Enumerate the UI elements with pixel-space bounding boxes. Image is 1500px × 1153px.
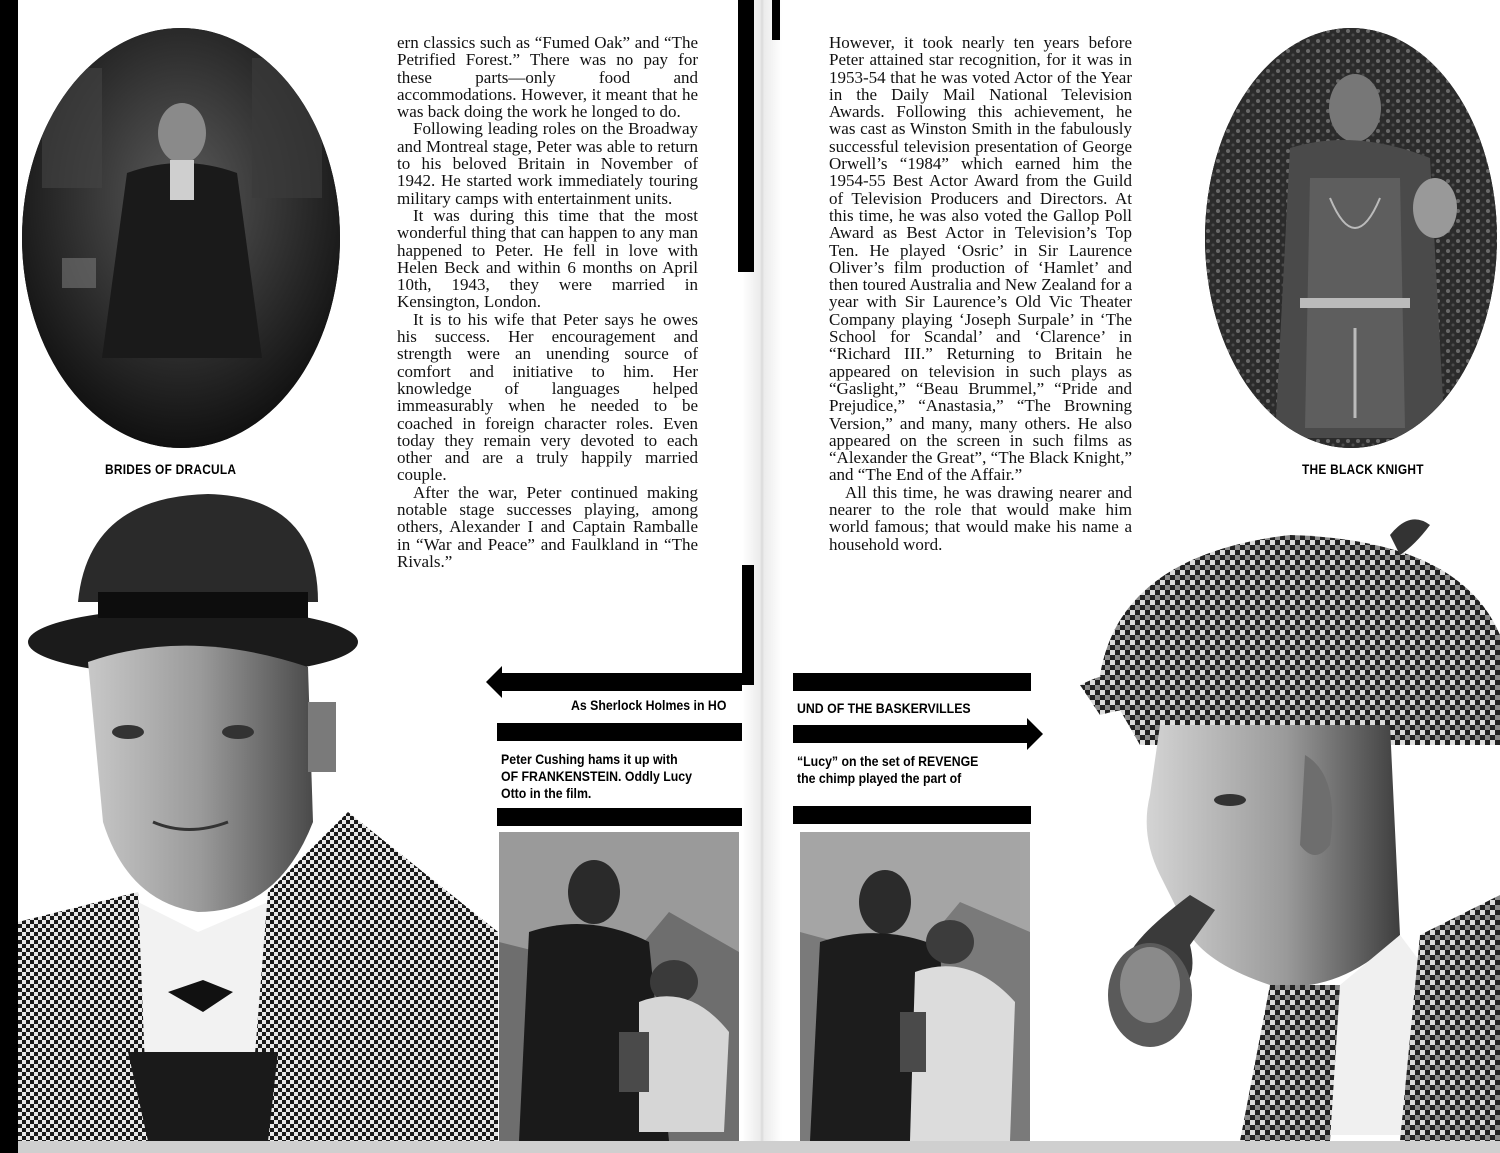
- left-paragraph: It was during this time that the most wonderful thing that can happen to any man happened to Peter. He fell in love with Helen Beck and within 6 months on April 10th, 1943, they were married in Kensington, London.: [397, 205, 698, 312]
- holmes-banner-bar-right: [793, 725, 1027, 743]
- lucy-banner-bar-bottom-right: [793, 806, 1031, 824]
- left-paragraph: It is to his wife that Peter says he owes his success. Her encouragement and strength were an unending source of comfort and initiative to him. Her knowledge of languages helped immeasurably when he needed to be coached in foreign character roles. Even today they remain very devoted to each other and are a truly happily married couple.: [397, 309, 698, 485]
- page-bottom-edge: [18, 1141, 1500, 1153]
- right-paragraph: However, it took nearly ten years before Peter attained star recognition, for it was in 1953-54 that he was voted Actor of the Year in the Daily Mail National Television Awards. Following this achievement, he was cast as Winston Smith in the fabulously successful television presentation of George Orwell’s “1984” which earned him the 1954-55 Best Actor Award from the Guild of Television Producers and Directors. At this time, he was also voted the Gallop Poll Award as Best Actor in Television’s Top Ten. He played ‘Osric’ in Sir Laurence Oliver’s film production of ‘Hamlet’ and then toured Australia and New Zealand for a year with Sir Laurence’s Old Vic Theater Company playing ‘Joseph Surpale’ in ‘The School for Scandal’ and ‘Clarence’ in “Richard III.” Returning to Britain he appeared on television in such plays as “Gaslight,” “Beau Brummel,” “Pride and Prejudice,” “Anastasia,” “The Browning Version,” and many, many others. He also appeared on the screen in such films as “Alexander the Great”, “The Black Knight,” and “The End of the Affair.”: [829, 33, 1132, 485]
- right-article-column: [829, 34, 1132, 553]
- holmes-caption-right: UND OF THE BASKERVILLES: [797, 700, 971, 716]
- black-knight-caption: THE BLACK KNIGHT: [1302, 461, 1424, 477]
- gutter-ink-strip-top: [738, 0, 754, 272]
- left-paragraph: After the war, Peter continued making notable stage successes playing, among others, Alexander I and Captain Ramballe in “War and Peace” and Faulkland in “The Rivals.”: [397, 482, 698, 571]
- lucy-caption-left-line-2: OF FRANKENSTEIN. Oddly Lucy: [501, 768, 692, 784]
- lucy-caption-left-line-1: Peter Cushing hams it up with: [501, 751, 678, 767]
- lucy-caption-right-line-1: “Lucy” on the set of REVENGE: [797, 753, 979, 769]
- arrow-left-icon: [486, 666, 502, 698]
- gutter-ink-strip-right: [772, 0, 780, 40]
- lucy-caption-left-line-3: Otto in the film.: [501, 785, 592, 801]
- lucy-caption-right-line-2: the chimp played the part of: [797, 770, 962, 786]
- holmes-banner-bar-top-right: [793, 673, 1031, 691]
- bowler-hat-portrait: [18, 492, 498, 1141]
- left-edge-shadow: [0, 0, 18, 1153]
- gutter-ink-strip-mid: [742, 565, 754, 685]
- brides-of-dracula-oval-photo: [22, 28, 340, 448]
- deerstalker-pipe-portrait: [1040, 515, 1500, 1141]
- brides-of-dracula-caption: BRIDES OF DRACULA: [105, 461, 237, 477]
- arrow-right-icon: [1027, 718, 1043, 750]
- black-knight-oval-photo: [1205, 28, 1497, 448]
- holmes-caption-left: As Sherlock Holmes in HO: [571, 697, 727, 713]
- right-paragraph: All this time, he was drawing nearer and nearer to the role that would make him world famous; that would make his name a household word.: [829, 482, 1132, 554]
- left-paragraph: ern classics such as “Fumed Oak” and “The Petrified Forest.” There was no pay for these parts—only food and accommodations. However, it meant that he was back doing the work he longed to do.: [397, 33, 698, 122]
- holmes-banner-bar-top: [501, 673, 742, 691]
- lucy-chimp-photo-left: [499, 832, 739, 1141]
- left-article-column: [397, 34, 698, 570]
- lucy-chimp-photo-right: [800, 832, 1030, 1141]
- lucy-banner-bar-left: [497, 723, 742, 741]
- lucy-banner-bar-bottom-left: [497, 808, 742, 826]
- left-paragraph: Following leading roles on the Broadway and Montreal stage, Peter was able to return to his beloved Britain in November of 1942. He started work immediately touring military camps with entertainment units.: [397, 119, 698, 208]
